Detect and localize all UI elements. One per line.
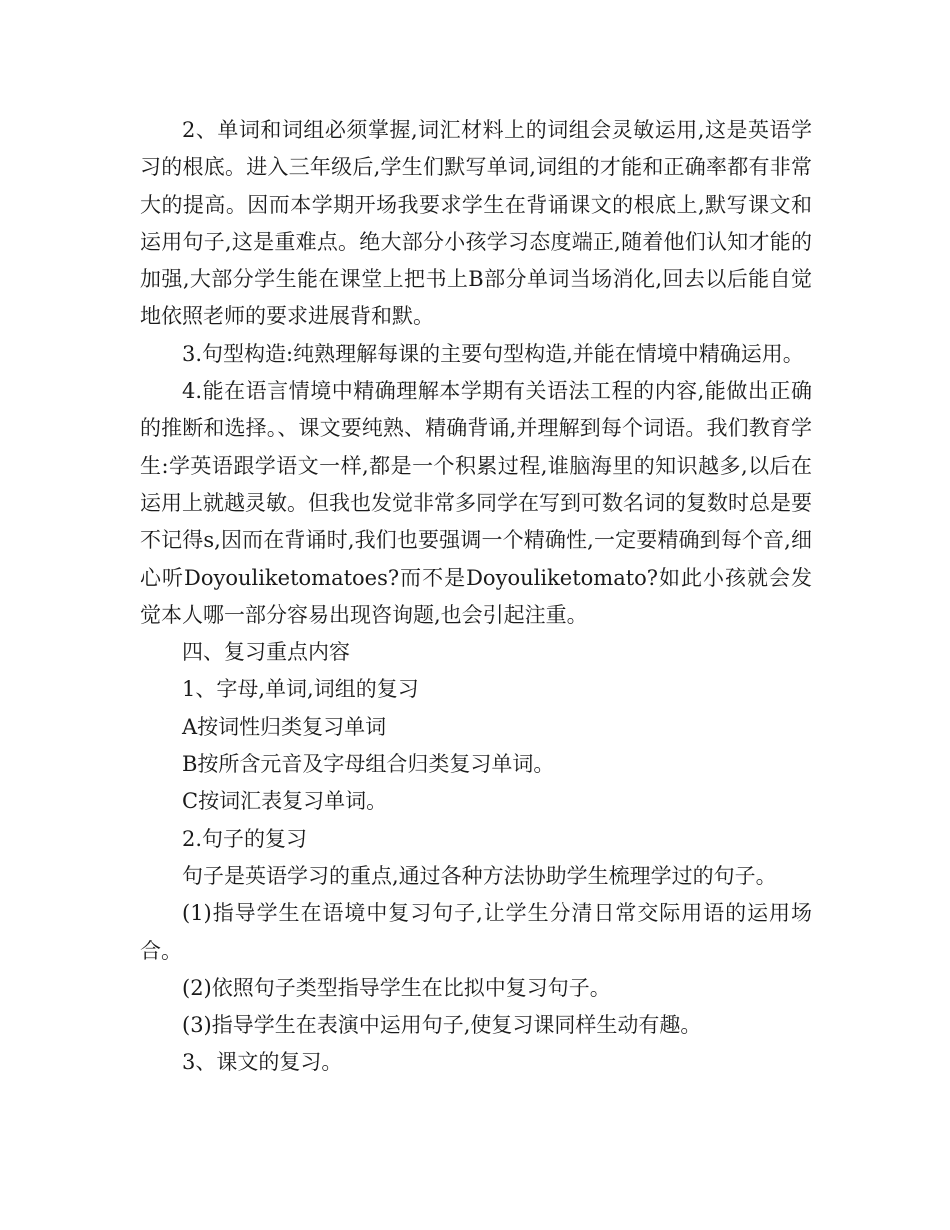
section-heading-review-focus: 四、复习重点内容 bbox=[182, 640, 350, 665]
list-item-a: A按词性归类复习单词 bbox=[182, 714, 387, 739]
list-item-sub-2: (2)依照句子类型指导学生在比拟中复习句子。 bbox=[182, 975, 611, 1000]
list-item-letters-words: 1、字母,单词,词组的复习 bbox=[182, 677, 419, 702]
list-item-sub-1: (1)指导学生在语境中复习句子,让学生分清日常交际用语的运用场合。 bbox=[140, 901, 812, 963]
list-item-b: B按所含元音及字母组合归类复习单词。 bbox=[182, 752, 555, 777]
paragraph-sentences-intro: 句子是英语学习的重点,通过各种方法协助学生梳理学过的句子。 bbox=[182, 863, 777, 888]
list-item-texts: 3、课文的复习。 bbox=[182, 1050, 343, 1075]
list-item-c: C按词汇表复习单词。 bbox=[182, 789, 388, 814]
list-item-sub-3: (3)指导学生在表演中运用句子,使复习课同样生动有趣。 bbox=[182, 1013, 702, 1038]
document-body bbox=[140, 112, 812, 1082]
paragraph-grammar-text: 4.能在语言情境中精确理解本学期有关语法工程的内容,能做出正确的推断和选择。、课文要纯熟、精确背诵,并理解到每个词语。我们教育学生:学英语跟学语文一样,都是一个积累过程,谁脑海里的知识越多,以后在运用上就越灵敏。但我也发觉非常多同学在写到可数名词的复数时总是要不记得s,因而在背诵时,我们也要强调一个精确性,一定要精确到每个音,细心听Doyouliketomatoes?而不是Doyouliketomato?如此小孩就会发觉本人哪一部分容易出现咨询题,也会引起注重。 bbox=[140, 379, 812, 627]
paragraph-vocabulary: 2、单词和词组必须掌握,词汇材料上的词组会灵敏运用,这是英语学习的根底。进入三年级后,学生们默写单词,词组的才能和正确率都有非常大的提高。因而本学期开场我要求学生在背诵课文的根底上,默写课文和运用句子,这是重难点。绝大部分小孩学习态度端正,随着他们认知才能的加强,大部分学生能在课堂上把书上B部分单词当场消化,回去以后能自觉地依照老师的要求进展背和默。 bbox=[140, 118, 812, 329]
paragraph-sentence-structure: 3.句型构造:纯熟理解每课的主要句型构造,并能在情境中精确运用。 bbox=[182, 341, 804, 366]
list-item-sentences: 2.句子的复习 bbox=[182, 826, 308, 851]
